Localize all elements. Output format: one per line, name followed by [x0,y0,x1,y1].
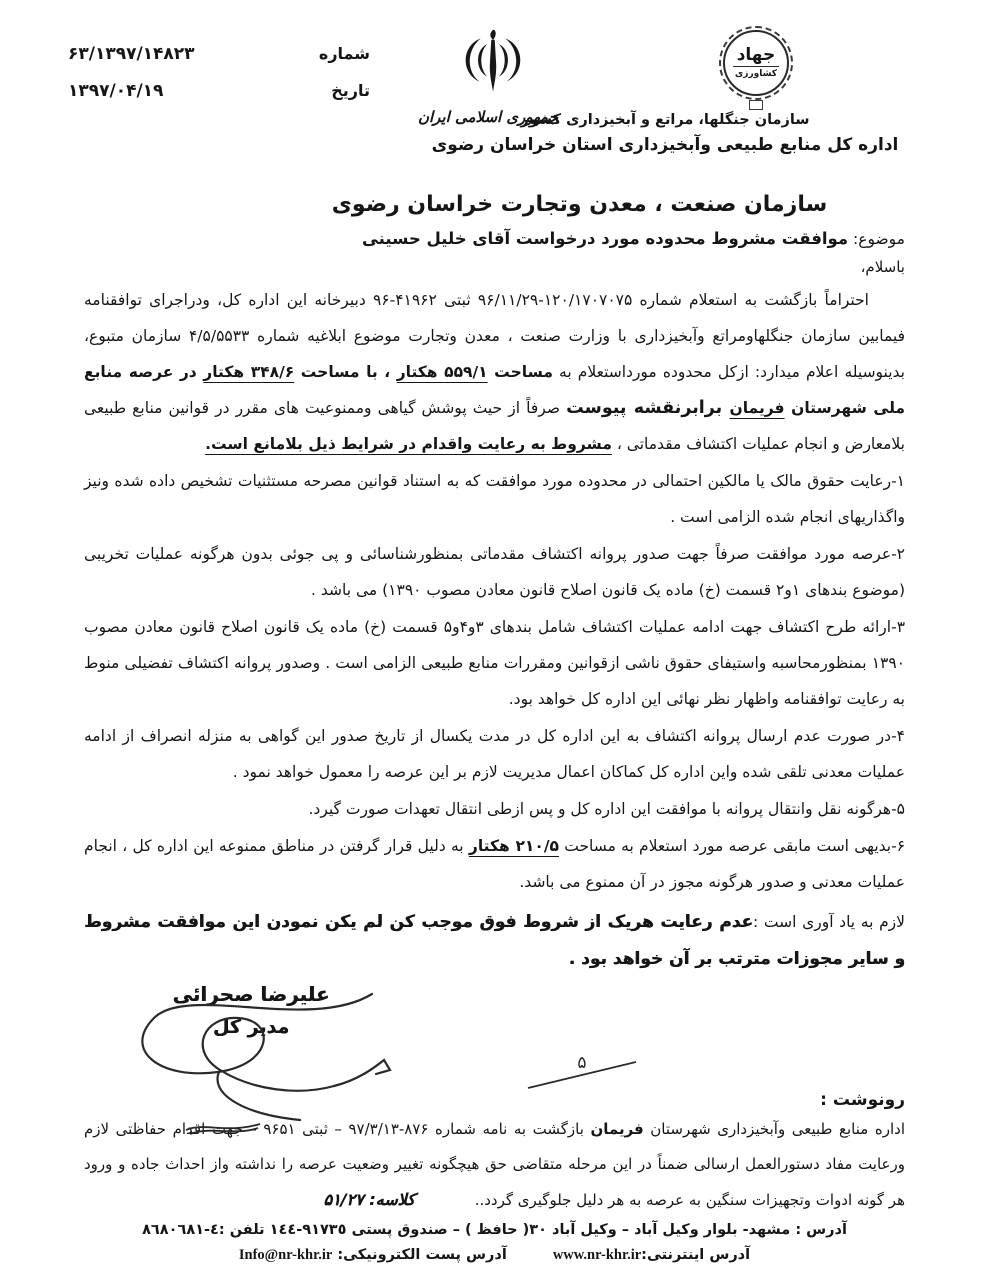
org-line1: سازمان جنگلها، مراتع و آبخیزداری کشور [520,112,810,128]
registry-mark-icon [524,1050,644,1094]
condition-3: ۳-ارائه طرح اکتشاف جهت ادامه عملیات اکتشاف شامل بندهای ۳و۴و۵ قسمت (خ) ماده یک قانون اصلاح قانون معادن مصوب ۱۳۹۰ بمنظورمحاسبه واستیفای حقوق ناشی ازقوانین ومقررات منابع طبیعی الزامی است . وصدور پروانه اکتشاف تفضیلی منوط به رعایت توافقنامه واظهار نظر نهائی این اداره کل خواهد بود. [84,618,906,708]
letter-number-row [68,44,370,64]
conditional-approval-phrase: مشروط به رعایت واقدام در شرایط ذیل بلامانع است. [205,435,612,453]
letter-meta [68,44,370,118]
signer-name: علیرضا صحرائی [172,982,330,1006]
intro-text-1: احتراماً بازگشت به استعلام شماره ۱۲۰/۱۷۰۷۰۷۵-۹۶/۱۱/۲۹ ثبتی ۴۱۹۶۲-۹۶ دبیرخانه این اداره کل، ودراجرای توافقنامه فیمابین سازمان جنگلهاومراتع وآبخیزداری با وزارت صنعت ، معدن وتجارت موضوع ابلاغیه شماره ۴/۵/۵۵۳۳ سازمان متبوع، بدینوسیله اعلام میدارد: ازکل محدوده مورداستعلام به [84,291,905,381]
stamp-circle [723,30,789,96]
footer-address: آدرس : مشهد- بلوار وکیل آباد – وکیل آباد ٣٠( حافظ ) – صندوق پستی ٩١٧٣٥-١٤٤ تلفن :٤-٨٦٨٠٦٨١ [142,1222,847,1238]
intro-text-2: صرفاً از حیث پوشش گیاهی وممنوعیت های مقرر در قوانین منابع طبیعی بلامعارض و انجام عملیات اکتشاف مقدماتی ، [84,399,905,453]
iran-emblem [417,24,558,126]
condition-6-post: به دلیل قرار گرفتن در مناطق ممنوعه این اداره کل ، انجام عملیات معدنی و صدور هرگونه مجوز در آن ممنوع می باشد. [84,837,905,891]
signature-area [84,978,905,1090]
website-url: www.nr-khr.ir [552,1247,642,1263]
reminder-paragraph [84,904,905,978]
condition-5: ۵-هرگونه نقل وانتقال پروانه با موافقت این اداره کل و پس ازطی انتقال تعهدات صورت گیرد. [308,800,905,818]
registry-digit: ۵ [577,1053,587,1073]
condition-4: ۴-در صورت عدم ارسال پروانه اکتشاف به این اداره کل در مدت یکسال از تاریخ صدور این گواهی به منزله انصراف از ادامه عملیات معدنی تلقی شده واین اداره کل کماکان اعمال مدیریت لازم بر این عرصه را معمول خواهد نمود . [84,727,905,781]
subject-text: موافقت مشروط محدوده مورد درخواست آقای خلیل حسینی [361,229,849,248]
emblem-caption: جمهوری اسلامی ایران [417,108,558,126]
date-label: تاریخ [331,81,370,100]
organization-header [425,112,905,155]
intro-bold-join: ، با مساحت [294,363,397,381]
case-value: ۵۱/۲۷ [323,1190,364,1209]
cc-city-name: فریمان [590,1120,644,1138]
letter-date-row [68,81,370,101]
salutation: باسلام، [860,258,905,276]
condition-6-pre: ۶-بدیهی است مابقی عرصه مورد استعلام به مساحت [558,837,906,855]
iran-emblem-icon [457,24,529,106]
cc-label: رونوشت : [820,1090,905,1110]
intro-bold-area-label: مساحت [487,363,553,381]
org-line2: اداره کل منابع طبیعی وآبخیزداری استان خراسان رضوی [431,135,899,155]
subject-line [84,229,905,248]
subject-label: موضوع: [848,230,905,248]
website-label: آدرس اینترنتی: [641,1247,751,1263]
case-number [323,1190,414,1209]
email-address: Info@nr-khr.ir [238,1247,333,1263]
number-value: ۶۳/۱۳۹۷/۱۴۸۲۳ [68,44,195,64]
excluded-area-value: ۲۱۰/۵ هکتار [468,837,559,855]
jahad-keshavarzi-stamp-icon [713,30,799,116]
total-area-value: ۵۵۹/۱ هکتار [396,363,488,381]
signer-title: مدیر کل [212,1016,290,1038]
recipient-title: سازمان صنعت ، معدن وتجارت خراسان رضوی [331,192,828,217]
letter-footer [0,1222,989,1264]
intro-bold-national: در عرصه منابع ملی شهرستان [84,363,906,417]
case-label: کلاسه: [363,1190,415,1209]
letter-content [84,176,905,1218]
city-name: فریمان [729,399,785,417]
reminder-warning: عدم رعایت هریک از شروط فوق موجب کن لم یکن نمودن این موافقت مشروط و سایر مجوزات مترتب بر آن خواهد بود . [84,912,905,969]
footer-contacts [0,1247,989,1264]
number-label: شماره [318,44,370,63]
email-label: آدرس پست الکترونیکی: [332,1247,507,1263]
cc-text-1: اداره منابع طبیعی وآبخیزداری شهرستان [643,1120,905,1138]
approved-area-value: ۳۴۸/۶ هکتار [203,363,295,381]
stamp-sub: کشاورزی [735,69,777,79]
intro-paragraph [84,282,905,462]
cc-paragraph [84,1112,905,1218]
cc-text-2: بازگشت به نامه شماره ۸۷۶-۹۷/۳/۱۳ – ثبتی ۹۶۵۱ – جهت اقدام حفاظتی لازم ورعایت مفاد دستورالعمل ارسالی ضمناً در این مرحله متقاضی حق هیچگونه تغییر وضعیت عرصه را نداشته واز احداث جاده و ورود هر گونه ادوات وتجهیزات سنگین به عرصه به هر دلیل جلوگیری گردد.. [84,1120,905,1209]
reminder-label: لازم به یاد آوری است : [753,913,905,931]
map-attachment-note: برابرنقشه پیوست [566,398,730,418]
stamp-word: جهاد [733,47,780,67]
date-value: ۱۳۹۷/۰۴/۱۹ [68,81,164,101]
condition-1: ۱-رعایت حقوق مالک یا مالکین احتمالی در محدوده مورد موافقت که به استناد قوانین مصرحه مستثنیات تشخیص داده شده ونیز واگذاریهای انجام شده الزامی است . [84,472,905,526]
condition-6 [84,828,905,900]
condition-2: ۲-عرصه مورد موافقت صرفاً جهت صدور پروانه اکتشاف مقدماتی بمنظورشناسائی و پی جوئی بدون هرگونه عملیات تخریبی (موضوع بندهای ۱و۲ قسمت (خ) ماده یک قانون اصلاح قانون معادن مصوب ۱۳۹۰) می باشد . [84,545,905,599]
signature-scrawl-icon [70,974,430,1124]
